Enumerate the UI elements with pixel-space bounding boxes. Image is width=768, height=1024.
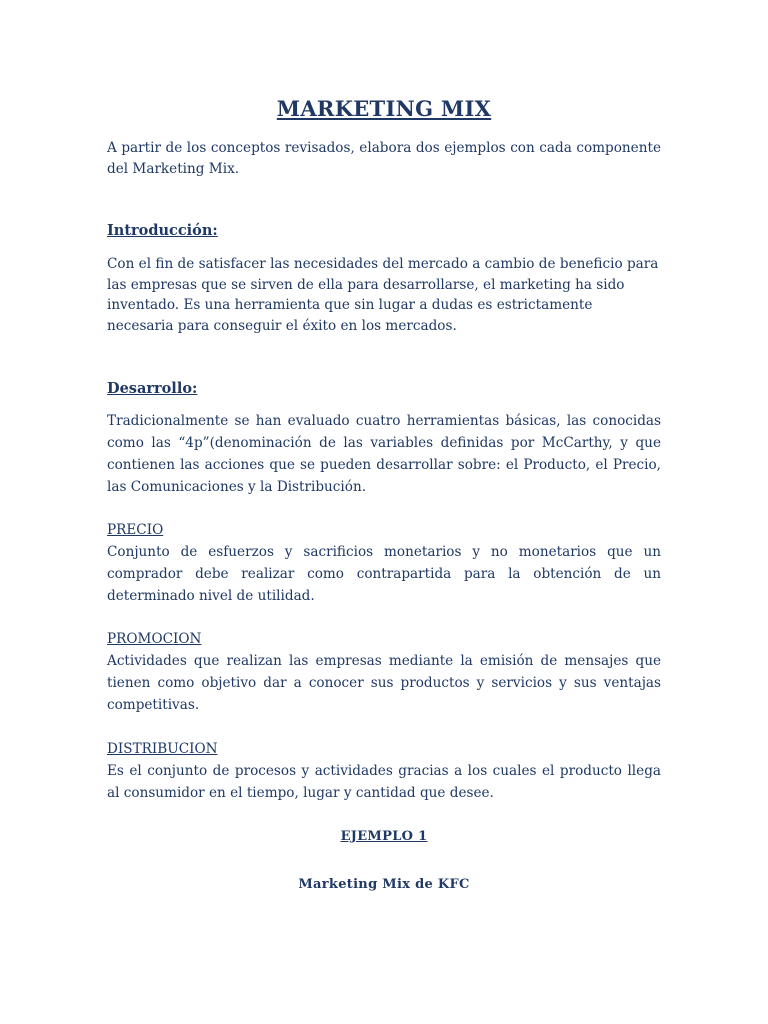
- distribucion-heading: DISTRIBUCION: [107, 741, 218, 757]
- precio-section: [107, 519, 661, 607]
- ejemplo-heading: EJEMPLO 1: [340, 829, 428, 844]
- desarrollo-text: Tradicionalmente se han evaluado cuatro herramientas básicas, las conocidas como las “4p”(denominación de las variables definidas por McCarthy, y que contienen las acciones que se pueden desarrollar sobre: el Producto, el Precio, las Comunicaciones y la Distribución.: [107, 413, 661, 495]
- promocion-heading: PROMOCION: [107, 631, 202, 647]
- desarrollo-heading: Desarrollo:: [107, 380, 198, 397]
- precio-text: Conjunto de esfuerzos y sacrificios monetarios y no monetarios que un comprador debe realizar como contrapartida para la obtención de un determinado nivel de utilidad.: [107, 544, 661, 604]
- document-title: MARKETING MIX: [276, 96, 492, 121]
- intro-heading: Introducción:: [107, 222, 218, 239]
- precio-heading: PRECIO: [107, 522, 164, 538]
- ejemplo-subtitle: Marketing Mix de KFC: [298, 877, 470, 892]
- instruction-text: A partir de los conceptos revisados, elabora dos ejemplos con cada componente del Marketing Mix.: [107, 140, 661, 177]
- distribucion-text: Es el conjunto de procesos y actividades gracias a los cuales el producto llega al consumidor en el tiempo, lugar y cantidad que desee.: [107, 763, 661, 801]
- intro-text: Con el fin de satisfacer las necesidades del mercado a cambio de beneficio para las empresas que se sirven de ella para desarrollarse, el marketing ha sido inventado. Es una herramienta que sin lugar a dudas es estrictamente necesaria para conseguir el éxito en los mercados.: [107, 256, 659, 334]
- distribucion-section: [107, 738, 661, 804]
- promocion-text: Actividades que realizan las empresas mediante la emisión de mensajes que tienen como objetivo dar a conocer sus productos y servicios y sus ventajas competitivas.: [107, 653, 661, 713]
- promocion-section: [107, 628, 661, 716]
